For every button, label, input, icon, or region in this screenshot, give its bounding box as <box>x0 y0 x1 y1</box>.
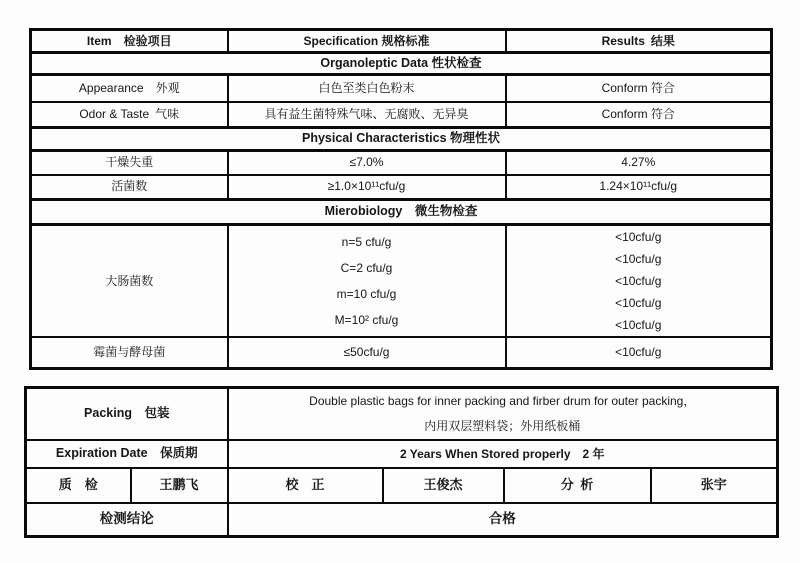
header-specification: Specification 规格标准 <box>228 30 506 53</box>
loss-on-drying-spec: ≤7.0% <box>228 151 506 175</box>
section-microbiology-title: Mierobiology 微生物检查 <box>31 200 772 225</box>
row-mold-yeast <box>31 337 772 368</box>
row-appearance <box>31 75 772 102</box>
coliform-spec-line: n=5 cfu/g <box>341 235 392 249</box>
coliform-spec <box>228 225 506 338</box>
expiration-value: 2 Years When Stored properly 2 年 <box>228 440 778 468</box>
conclusion-value: 合格 <box>228 503 778 536</box>
mold-yeast-result: <10cfu/g <box>506 337 772 368</box>
row-odor-taste <box>31 102 772 128</box>
row-loss-on-drying <box>31 151 772 175</box>
mold-yeast-item: 霉菌与酵母菌 <box>31 337 228 368</box>
calibration-name: 王俊杰 <box>383 468 504 503</box>
coliform-spec-line: M=10² cfu/g <box>334 313 399 327</box>
coliform-result-line: <10cfu/g <box>615 296 662 310</box>
row-packing <box>26 388 778 441</box>
row-expiration <box>26 440 778 468</box>
header-results: Results 结果 <box>506 30 772 53</box>
loss-on-drying-result: 4.27% <box>506 151 772 175</box>
row-coliform <box>31 225 772 338</box>
analysis-label: 分 析 <box>504 468 651 503</box>
packing-label: Packing 包装 <box>26 388 228 441</box>
inspection-table <box>29 28 773 370</box>
expiration-label: Expiration Date 保质期 <box>26 440 228 468</box>
section-organoleptic-row <box>31 53 772 75</box>
odor-result: Conform 符合 <box>506 102 772 128</box>
odor-item: Odor & Taste 气味 <box>31 102 228 128</box>
summary-table <box>24 386 779 538</box>
viable-count-result: 1.24×10¹¹cfu/g <box>506 175 772 200</box>
analysis-name: 张宇 <box>651 468 778 503</box>
packing-value <box>228 388 778 441</box>
coliform-spec-line: C=2 cfu/g <box>340 261 393 275</box>
inspection-header-row <box>31 30 772 53</box>
qc-name: 王鹏飞 <box>131 468 228 503</box>
row-signatures <box>26 468 778 503</box>
row-viable-count <box>31 175 772 200</box>
coliform-result-line: <10cfu/g <box>615 230 662 244</box>
odor-spec: 具有益生菌特殊气味、无腐败、无异臭 <box>228 102 506 128</box>
viable-count-item: 活菌数 <box>31 175 228 200</box>
section-organoleptic-title: Organoleptic Data 性状检查 <box>31 53 772 75</box>
mold-yeast-spec: ≤50cfu/g <box>228 337 506 368</box>
packing-line-chinese: 内用双层塑料袋；外用纸板桶 <box>424 419 581 433</box>
qc-label: 质 检 <box>26 468 131 503</box>
header-item: Item 检验项目 <box>31 30 228 53</box>
coliform-result-line: <10cfu/g <box>615 318 662 332</box>
coliform-result-line: <10cfu/g <box>615 252 662 266</box>
appearance-result: Conform 符合 <box>506 75 772 102</box>
appearance-item: Appearance 外观 <box>31 75 228 102</box>
section-microbiology-row <box>31 200 772 225</box>
viable-count-spec: ≥1.0×10¹¹cfu/g <box>228 175 506 200</box>
row-conclusion <box>26 503 778 536</box>
calibration-label: 校 正 <box>228 468 383 503</box>
coliform-result-line: <10cfu/g <box>615 274 662 288</box>
coliform-spec-line: m=10 cfu/g <box>336 287 397 301</box>
section-physical-title: Physical Characteristics 物理性状 <box>31 128 772 151</box>
loss-on-drying-item: 干燥失重 <box>31 151 228 175</box>
appearance-spec: 白色至类白色粉末 <box>228 75 506 102</box>
packing-line-english: Double plastic bags for inner packing and firber drum for outer packing， <box>309 394 696 408</box>
section-physical-row <box>31 128 772 151</box>
conclusion-label: 检测结论 <box>26 503 228 536</box>
coliform-results <box>506 225 772 338</box>
coliform-item: 大肠菌数 <box>31 225 228 338</box>
